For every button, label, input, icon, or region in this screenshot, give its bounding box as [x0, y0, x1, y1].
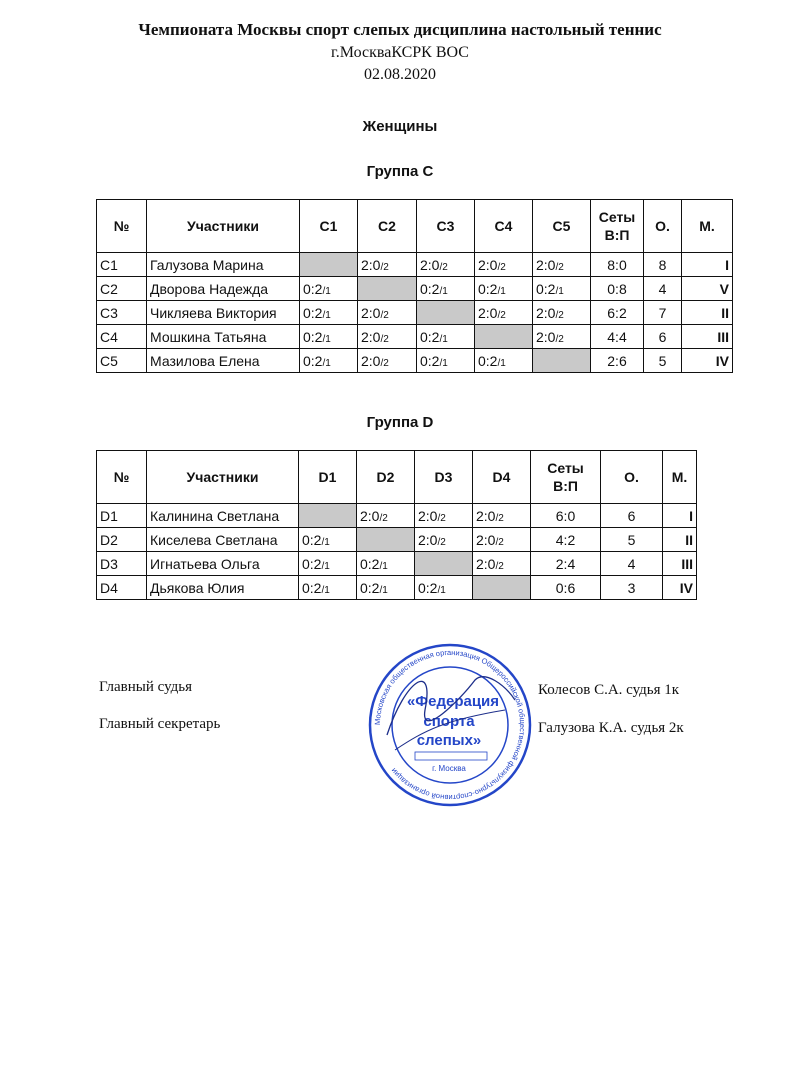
place-cell: III [682, 325, 733, 349]
points-cell: 4 [644, 277, 682, 301]
col-points: О. [601, 451, 663, 504]
score-cell: 0:2/1 [300, 301, 358, 325]
score-cell: 2:0/2 [475, 253, 533, 277]
score-cell: 2:0/2 [415, 504, 473, 528]
table-row [97, 301, 733, 325]
score-cell: 0:2/1 [300, 349, 358, 373]
group-d-table [96, 450, 697, 600]
sets-cell: 4:4 [591, 325, 644, 349]
score-cell: 2:0/2 [358, 349, 417, 373]
table-row [97, 277, 733, 301]
self-match-cell [358, 277, 417, 301]
score-cell: 2:0/2 [358, 301, 417, 325]
col-c3: С3 [417, 200, 475, 253]
score-cell: 2:0/2 [475, 301, 533, 325]
participant-name: Мошкина Татьяна [147, 325, 300, 349]
col-d1: D1 [299, 451, 357, 504]
col-d4: D4 [473, 451, 531, 504]
sets-cell: 0:8 [591, 277, 644, 301]
col-participants: Участники [147, 200, 300, 253]
points-cell: 3 [601, 576, 663, 600]
points-cell: 6 [601, 504, 663, 528]
table-row [97, 576, 697, 600]
organization-stamp [365, 640, 535, 810]
participant-code: С2 [97, 277, 147, 301]
participant-code: С3 [97, 301, 147, 325]
col-c2: С2 [358, 200, 417, 253]
participant-code: D3 [97, 552, 147, 576]
participant-name: Калинина Светлана [147, 504, 299, 528]
stamp-line-1: «Федерация [406, 693, 500, 710]
group-c-table [96, 199, 733, 373]
table-row [97, 253, 733, 277]
score-cell: 0:2/1 [417, 277, 475, 301]
score-cell: 2:0/2 [473, 552, 531, 576]
stamp-line-3: слепых» [416, 732, 482, 749]
score-cell: 0:2/1 [417, 349, 475, 373]
place-cell: V [682, 277, 733, 301]
points-cell: 7 [644, 301, 682, 325]
chief-judge-label: Главный судья [99, 679, 193, 695]
participant-name: Чикляева Виктория [147, 301, 300, 325]
self-match-cell [299, 504, 357, 528]
place-cell: I [663, 504, 697, 528]
col-d3: D3 [415, 451, 473, 504]
sets-cell: 0:6 [531, 576, 601, 600]
table-row [97, 504, 697, 528]
score-cell: 0:2/1 [300, 325, 358, 349]
score-cell: 2:0/2 [358, 325, 417, 349]
sets-cell: 6:2 [591, 301, 644, 325]
score-cell: 0:2/1 [533, 277, 591, 301]
col-points: О. [644, 200, 682, 253]
sets-cell: 6:0 [531, 504, 601, 528]
points-cell: 4 [601, 552, 663, 576]
self-match-cell [475, 325, 533, 349]
score-cell: 2:0/2 [357, 504, 415, 528]
col-c5: С5 [533, 200, 591, 253]
place-cell: II [663, 528, 697, 552]
participant-code: С5 [97, 349, 147, 373]
group-c-title: Группа С [366, 163, 434, 180]
col-c4: С4 [475, 200, 533, 253]
col-c1: С1 [300, 200, 358, 253]
participant-code: D4 [97, 576, 147, 600]
score-cell: 0:2/1 [415, 576, 473, 600]
place-cell: IV [663, 576, 697, 600]
table-row [97, 552, 697, 576]
sets-cell: 2:4 [531, 552, 601, 576]
participant-name: Мазилова Елена [147, 349, 300, 373]
self-match-cell [415, 552, 473, 576]
col-d2: D2 [357, 451, 415, 504]
event-date: 02.08.2020 [364, 66, 436, 83]
participant-name: Киселева Светлана [147, 528, 299, 552]
table-header-row [97, 451, 697, 504]
participant-name: Дворова Надежда [147, 277, 300, 301]
chief-judge-name: Колесов С.А. судья 1к [538, 682, 680, 698]
document-title: Чемпионата Москвы спорт слепых дисциплина настольный теннис [138, 20, 662, 39]
score-cell: 2:0/2 [473, 528, 531, 552]
participant-name: Дьякова Юлия [147, 576, 299, 600]
score-cell: 0:2/1 [299, 528, 357, 552]
place-cell: II [682, 301, 733, 325]
event-place: г.МоскваКСРК ВОС [331, 44, 469, 61]
col-place: М. [663, 451, 697, 504]
score-cell: 0:2/1 [357, 552, 415, 576]
table-header-row [97, 200, 733, 253]
chief-secretary-label: Главный секретарь [99, 716, 221, 732]
score-cell: 0:2/1 [299, 576, 357, 600]
score-cell: 0:2/1 [299, 552, 357, 576]
participant-code: С1 [97, 253, 147, 277]
score-cell: 0:2/1 [475, 277, 533, 301]
score-cell: 0:2/1 [417, 325, 475, 349]
points-cell: 5 [644, 349, 682, 373]
score-cell: 0:2/1 [475, 349, 533, 373]
self-match-cell [417, 301, 475, 325]
participant-name: Галузова Марина [147, 253, 300, 277]
chief-secretary-name: Галузова К.А. судья 2к [538, 720, 684, 736]
col-number: № [97, 200, 147, 253]
score-cell: 2:0/2 [358, 253, 417, 277]
section-title: Женщины [362, 118, 438, 135]
place-cell: III [663, 552, 697, 576]
place-cell: I [682, 253, 733, 277]
stamp-city: г. Москва [432, 764, 466, 773]
score-cell: 0:2/1 [357, 576, 415, 600]
score-cell: 2:0/2 [533, 301, 591, 325]
table-row [97, 325, 733, 349]
place-cell: IV [682, 349, 733, 373]
sets-cell: 2:6 [591, 349, 644, 373]
self-match-cell [473, 576, 531, 600]
participant-code: D1 [97, 504, 147, 528]
col-number: № [97, 451, 147, 504]
col-place: М. [682, 200, 733, 253]
score-cell: 2:0/2 [417, 253, 475, 277]
self-match-cell [533, 349, 591, 373]
points-cell: 8 [644, 253, 682, 277]
group-d-title: Группа D [366, 414, 434, 431]
col-sets: Сеты В:П [531, 451, 601, 504]
participant-name: Игнатьева Ольга [147, 552, 299, 576]
table-row [97, 528, 697, 552]
score-cell: 2:0/2 [533, 325, 591, 349]
sets-cell: 4:2 [531, 528, 601, 552]
self-match-cell [300, 253, 358, 277]
score-cell: 0:2/1 [300, 277, 358, 301]
col-sets: Сеты В:П [591, 200, 644, 253]
stamp-ring-text: Московская общественная организация Общероссийской общественной физкультурно-спортивной организации [372, 647, 528, 803]
points-cell: 5 [601, 528, 663, 552]
col-participants: Участники [147, 451, 299, 504]
participant-code: D2 [97, 528, 147, 552]
points-cell: 6 [644, 325, 682, 349]
table-row [97, 349, 733, 373]
score-cell: 2:0/2 [473, 504, 531, 528]
participant-code: С4 [97, 325, 147, 349]
score-cell: 2:0/2 [415, 528, 473, 552]
score-cell: 2:0/2 [533, 253, 591, 277]
stamp-line-2: спорта [423, 713, 475, 730]
self-match-cell [357, 528, 415, 552]
sets-cell: 8:0 [591, 253, 644, 277]
